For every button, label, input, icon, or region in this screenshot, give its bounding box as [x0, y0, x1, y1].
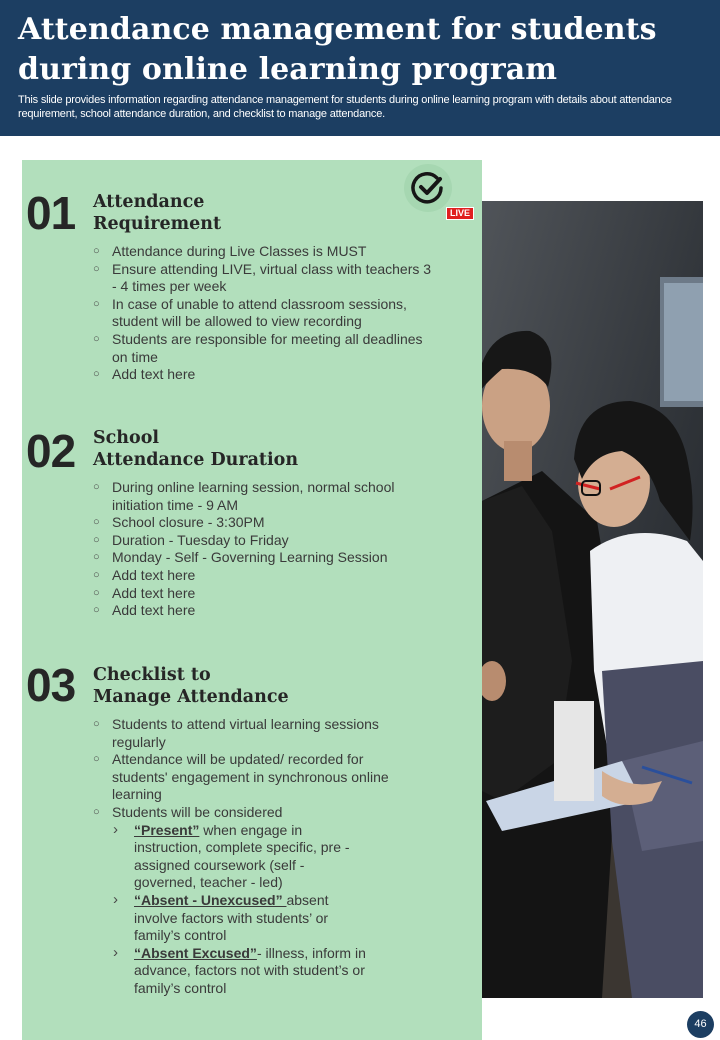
duration-list — [93, 479, 413, 620]
status-term: “Absent Excused” — [134, 944, 257, 961]
list-item: ○ Attendance will be updated/ recorded for students' engagement in synchronous online learning — [93, 751, 393, 804]
section-title-line: Attendance — [93, 192, 205, 212]
live-badge: LIVE — [446, 207, 474, 220]
page-title: Attendance management for students during online learning program — [18, 12, 657, 87]
students-photo-illustration — [482, 201, 703, 998]
list-item: ○ Students are responsible for meeting all deadlines on time — [93, 331, 433, 366]
list-item: ○ Attendance during Live Classes is MUST — [93, 243, 433, 261]
requirement-list — [93, 243, 433, 384]
list-item-text: Students will be considered — [112, 803, 283, 820]
header-banner — [0, 0, 720, 136]
list-item: ○ Add text here — [93, 567, 413, 585]
sub-list-item — [112, 892, 367, 945]
section-number: 01 — [26, 187, 76, 239]
list-item: ○ Students to attend virtual learning sessions regularly — [93, 716, 393, 751]
list-item: ○ In case of unable to attend classroom sessions, student will be allowed to view recording — [93, 296, 433, 331]
students-photo — [482, 201, 703, 998]
status-sublist — [112, 822, 367, 998]
page-number: 46 — [687, 1011, 714, 1038]
checkmark-icon — [410, 170, 446, 206]
status-description: - illness, inform in advance, factors not with student’s or family’s control — [134, 944, 366, 996]
section-number: 02 — [26, 425, 76, 477]
section-title-line: Manage Attendance — [93, 687, 289, 707]
section-title — [93, 191, 413, 235]
section-title-line: Checklist to — [93, 665, 211, 685]
list-item: ○ Duration - Tuesday to Friday — [93, 532, 413, 550]
page-subtitle: This slide provides information regarding attendance management for students during online learning program with details about attendance requirement, school attendance duration, and checklist to manage attendance. — [18, 94, 672, 120]
status-term: “Absent - Unexcused” — [134, 891, 287, 908]
section-title — [93, 427, 413, 471]
sub-list-item — [112, 945, 367, 998]
checklist — [93, 716, 393, 998]
section-title-line: Requirement — [93, 214, 222, 234]
list-item: ○ Add text here — [93, 366, 433, 384]
section-title-line: Attendance Duration — [93, 450, 299, 470]
list-item: ○ Add text here — [93, 585, 413, 603]
status-term: “Present” — [134, 821, 200, 838]
status-description: when engage in instruction, complete specific, pre - assigned coursework (self - governed, teacher - led) — [134, 821, 350, 891]
sub-list-item — [112, 822, 367, 892]
list-item: ○ Monday - Self - Governing Learning Session — [93, 549, 413, 567]
section-title-line: School — [93, 428, 160, 448]
list-item — [93, 804, 393, 998]
section-number: 03 — [26, 659, 76, 711]
status-description: absent involve factors with students’ or family’s control — [134, 891, 329, 944]
list-item: ○ Add text here — [93, 602, 413, 620]
list-item: ○ During online learning session, normal school initiation time - 9 AM — [93, 479, 413, 514]
list-item: ○ School closure - 3:30PM — [93, 514, 413, 532]
list-item: ○ Ensure attending LIVE, virtual class with teachers 3 - 4 times per week — [93, 261, 433, 296]
section-title — [93, 664, 413, 708]
